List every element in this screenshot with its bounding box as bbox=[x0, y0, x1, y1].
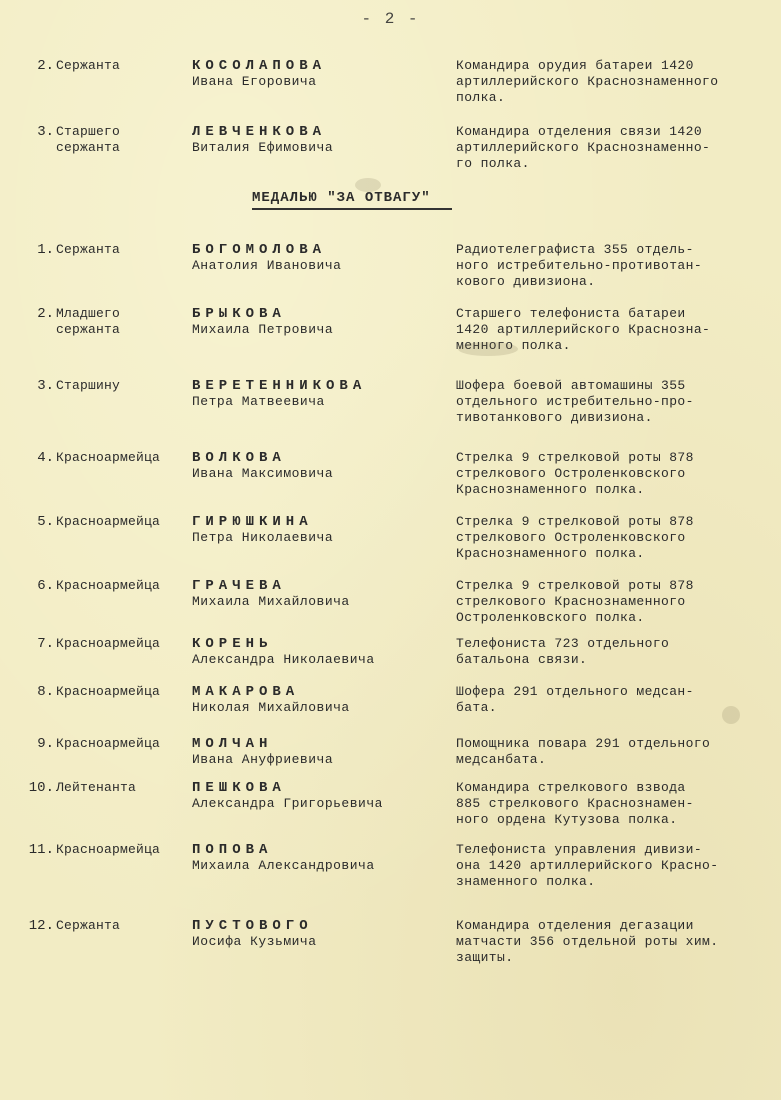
ink-smudge bbox=[722, 706, 740, 724]
entry-rank: Красноармейца bbox=[56, 514, 161, 529]
entry-position: Командира орудия батареи 1420 артиллерийского Краснознаменного полка. bbox=[456, 58, 719, 105]
entry-rank: Красноармейца bbox=[56, 736, 161, 751]
entry-rank: Старшего сержанта bbox=[56, 124, 121, 155]
entry-given-name: Александра Николаевича bbox=[192, 652, 375, 667]
entry-surname: ВЕРЕТЕННИКОВА bbox=[192, 378, 367, 394]
entry-number: 5. bbox=[37, 514, 54, 530]
entry-given-name: Ивана Егоровича bbox=[192, 74, 317, 89]
entry-position: Стрелка 9 стрелковой роты 878 стрелкового Остроленковского Краснознаменного полка. bbox=[456, 450, 694, 497]
entry-given-name: Александра Григорьевича bbox=[192, 796, 383, 811]
entry-number: 9. bbox=[37, 736, 54, 752]
entry-given-name: Ивана Максимовича bbox=[192, 466, 334, 481]
entry-position: Командира отделения связи 1420 артиллерийского Краснознаменно- го полка. bbox=[456, 124, 711, 171]
entry-given-name: Михаила Михайловича bbox=[192, 594, 350, 609]
entry-surname: ГРАЧЕВА bbox=[192, 578, 286, 594]
entry-number: 8. bbox=[37, 684, 54, 700]
entry-surname: ЛЕВЧЕНКОВА bbox=[192, 124, 327, 140]
entry-number: 12. bbox=[28, 918, 54, 934]
entry-position: Командира стрелкового взвода 885 стрелкового Краснознамен- ного ордена Кутузова полка. bbox=[456, 780, 694, 827]
entry-surname: ГИРЮШКИНА bbox=[192, 514, 313, 530]
entry-position: Шофера боевой автомашины 355 отдельного истребительно-про- тивотанкового дивизиона. bbox=[456, 378, 694, 425]
entry-number: 6. bbox=[37, 578, 54, 594]
entry-given-name: Виталия Ефимовича bbox=[192, 140, 334, 155]
entry-given-name: Михаила Александровича bbox=[192, 858, 375, 873]
entry-number: 7. bbox=[37, 636, 54, 652]
entry-number: 2. bbox=[37, 306, 54, 322]
entry-rank: Красноармейца bbox=[56, 450, 161, 465]
entry-surname: МАКАРОВА bbox=[192, 684, 300, 700]
ink-smudge bbox=[458, 342, 518, 356]
entry-surname: ПЕШКОВА bbox=[192, 780, 286, 796]
entry-rank: Старшину bbox=[56, 378, 121, 393]
entry-surname: БОГОМОЛОВА bbox=[192, 242, 327, 258]
entry-rank: Лейтенанта bbox=[56, 780, 137, 795]
entry-number: 4. bbox=[37, 450, 54, 466]
entry-given-name: Михаила Петровича bbox=[192, 322, 334, 337]
entry-position: Шофера 291 отдельного медсан- бата. bbox=[456, 684, 694, 715]
entry-position: Стрелка 9 стрелковой роты 878 стрелкового Остроленковского Краснознаменного полка. bbox=[456, 514, 694, 561]
page-number: - 2 - bbox=[361, 10, 420, 28]
entry-given-name: Николая Михайловича bbox=[192, 700, 350, 715]
entry-rank: Красноармейца bbox=[56, 842, 161, 857]
ink-smudge bbox=[355, 178, 381, 192]
entry-given-name: Иосифа Кузьмича bbox=[192, 934, 317, 949]
entry-rank: Красноармейца bbox=[56, 578, 161, 593]
section-heading: МЕДАЛЬЮ "ЗА ОТВАГУ" bbox=[252, 190, 452, 210]
entry-surname: КОСОЛАПОВА bbox=[192, 58, 327, 74]
entry-surname: КОРЕНЬ bbox=[192, 636, 273, 652]
entry-given-name: Петра Матвеевича bbox=[192, 394, 325, 409]
entry-rank: Сержанта bbox=[56, 58, 121, 73]
entry-given-name: Анатолия Ивановича bbox=[192, 258, 342, 273]
entry-position: Старшего телефониста батареи 1420 артиллерийского Краснозна- менного полка. bbox=[456, 306, 711, 353]
entry-surname: ПУСТОВОГО bbox=[192, 918, 313, 934]
entry-position: Командира отделения дегазации матчасти 356 отдельной роты хим. защиты. bbox=[456, 918, 719, 965]
entry-given-name: Петра Николаевича bbox=[192, 530, 334, 545]
entry-surname: ПОПОВА bbox=[192, 842, 273, 858]
entry-rank: Сержанта bbox=[56, 242, 121, 257]
entry-surname: ВОЛКОВА bbox=[192, 450, 286, 466]
entry-number: 3. bbox=[37, 378, 54, 394]
entry-number: 3. bbox=[37, 124, 54, 140]
entry-rank: Младшего сержанта bbox=[56, 306, 121, 337]
entry-position: Телефониста управления дивизи- она 1420 артиллерийского Красно- знаменного полка. bbox=[456, 842, 719, 889]
entry-number: 1. bbox=[37, 242, 54, 258]
entry-surname: МОЛЧАН bbox=[192, 736, 273, 752]
entry-surname: БРЫКОВА bbox=[192, 306, 286, 322]
entry-rank: Красноармейца bbox=[56, 684, 161, 699]
entry-position: Радиотелеграфиста 355 отдель- ного истребительно-противотан- кового дивизиона. bbox=[456, 242, 703, 289]
entry-number: 10. bbox=[28, 780, 54, 796]
entry-rank: Красноармейца bbox=[56, 636, 161, 651]
entry-position: Телефониста 723 отдельного батальона связи. bbox=[456, 636, 670, 667]
entry-position: Стрелка 9 стрелковой роты 878 стрелкового Краснознаменного Остроленковского полка. bbox=[456, 578, 694, 625]
entry-number: 11. bbox=[28, 842, 54, 858]
entry-given-name: Ивана Ануфриевича bbox=[192, 752, 334, 767]
entry-number: 2. bbox=[37, 58, 54, 74]
entry-rank: Сержанта bbox=[56, 918, 121, 933]
entry-position: Помощника повара 291 отдельного медсанбата. bbox=[456, 736, 711, 767]
